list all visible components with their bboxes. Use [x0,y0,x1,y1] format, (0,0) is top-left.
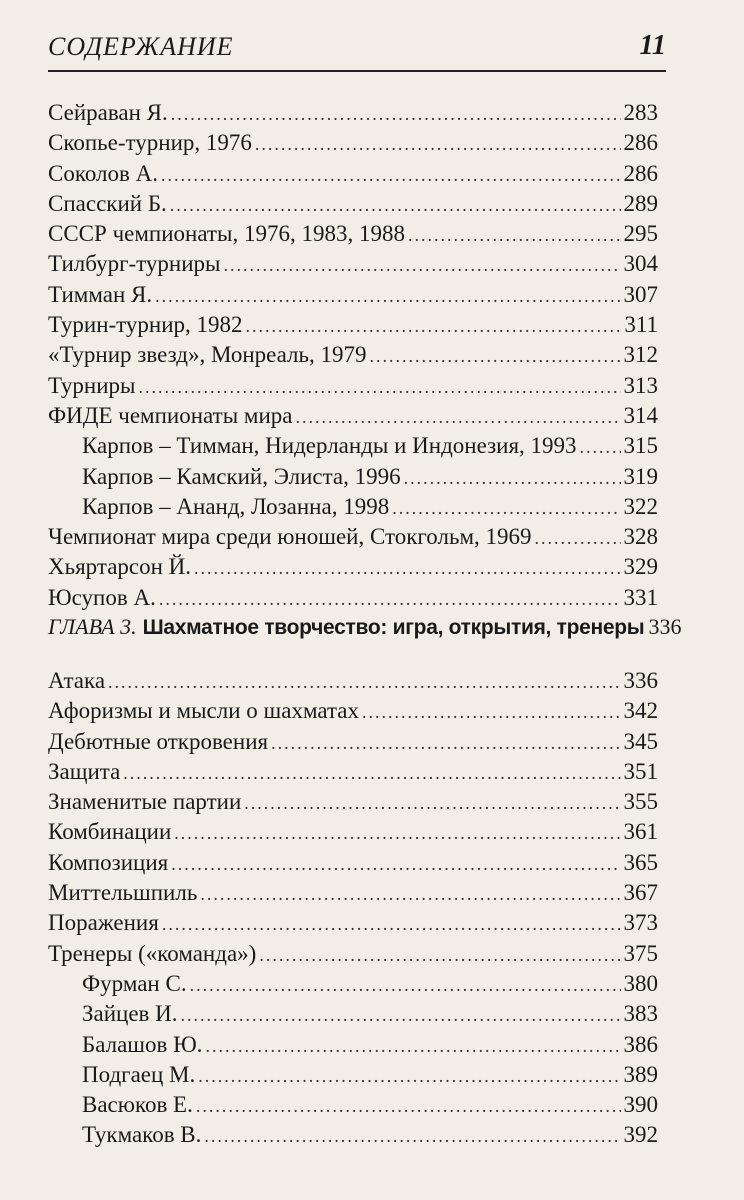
dot-leader [370,341,621,371]
dot-leader [198,1061,620,1091]
chapter-label: ГЛАВА 3. [48,614,137,639]
entry-label: Зайцев И. [82,1001,178,1027]
dot-leader [123,758,620,788]
toc-section-2 [48,666,658,1151]
entry-page: 355 [623,789,658,815]
entry-page: 314 [623,402,658,428]
entry-label: СССР чемпионаты, 1976, 1983, 1988 [48,221,405,247]
dot-leader [181,1000,621,1030]
entry-page: 289 [623,190,658,216]
entry-label: Тренеры («команда») [48,940,257,966]
entry-page: 315 [623,433,658,459]
dot-leader [171,849,620,879]
entry-page: 392 [623,1122,658,1148]
dot-leader [535,523,621,553]
toc-entry [48,696,658,726]
entry-label: Хьяртарсон Й. [48,554,192,580]
toc-entry [48,757,658,787]
entry-page: 311 [624,312,658,338]
toc-entry [48,249,658,279]
toc-section-1 [48,98,658,613]
entry-label: Юсупов А. [48,584,156,610]
entry-label: Тилбург-турниры [48,251,221,277]
toc-entry [48,371,658,401]
toc-entry [48,999,658,1029]
entry-label: Карпов – Тимман, Нидерланды и Индонезия, 1993 [82,433,577,459]
entry-label: Дебютные откровения [48,728,269,754]
dot-leader [194,553,620,583]
entry-label: Атака [48,668,106,693]
toc-entry [48,787,658,817]
entry-page: 351 [623,758,658,784]
toc-entry [48,908,658,938]
entry-label: Фурман С. [82,970,187,996]
dot-leader [171,99,621,129]
dot-leader [138,372,620,402]
toc-entry [48,219,658,249]
toc-entry [48,583,658,613]
entry-label: Подгаец М. [82,1061,196,1087]
entry-page: 307 [623,281,658,307]
entry-label: Сейраван Я. [48,100,168,125]
entry-page: 367 [623,880,658,906]
toc-entry [48,969,658,999]
entry-label: Турниры [48,372,136,398]
entry-page: 386 [623,1031,658,1057]
entry-label: Спасский Б. [48,190,167,216]
entry-label: Скопье-турнир, 1976 [48,130,252,156]
running-title: СОДЕРЖАНИЕ [48,32,234,61]
chapter-heading [48,614,682,640]
entry-label: Турин-турнир, 1982 [48,312,243,338]
dot-leader [196,1091,621,1121]
entry-label: Защита [48,758,121,784]
toc-entry [48,939,658,969]
dot-leader [161,160,621,190]
dot-leader [271,728,620,758]
toc-entry [48,848,658,878]
entry-page: 319 [623,463,658,489]
entry-label: Композиция [48,849,169,875]
entry-label: «Турнир звезд», Монреаль, 1979 [48,342,367,368]
dot-leader [162,909,621,939]
dot-leader [244,788,620,818]
entry-page: 389 [623,1061,658,1087]
dot-leader [174,818,620,848]
entry-label: Васюков Е. [82,1092,193,1118]
toc-entry [48,310,658,340]
toc-entry [48,492,658,522]
entry-page: 328 [623,524,658,550]
entry-page: 390 [623,1092,658,1118]
toc-entry [48,552,658,582]
entry-label: Тимман Я. [48,281,153,307]
entry-label: Знаменитые партии [48,789,242,815]
dot-leader [204,1121,620,1151]
dot-leader [206,1031,621,1061]
entry-page: 373 [623,910,658,936]
dot-leader [255,129,621,159]
toc-entry [48,189,658,219]
entry-page: 295 [623,221,658,247]
toc-entry [48,1120,658,1150]
dot-leader [224,250,621,280]
toc-entry [48,401,658,431]
entry-label: Карпов – Камский, Элиста, 1996 [82,463,401,489]
entry-page: 380 [623,970,658,996]
dot-leader [159,584,621,614]
toc-entry [48,462,658,492]
dot-leader [190,970,621,1000]
entry-label: Чемпионат мира среди юношей, Стокгольм, 1969 [48,524,532,550]
entry-label: Балашов Ю. [82,1031,203,1057]
entry-page: 331 [623,584,658,610]
toc-entry [48,727,658,757]
entry-page: 342 [623,698,658,724]
entry-page: 283 [623,100,658,125]
dot-leader [408,220,621,250]
toc-entry [48,666,658,696]
entry-page: 313 [623,372,658,398]
toc-entry [48,1090,658,1120]
entry-label: Поражения [48,910,159,936]
dot-leader [200,879,620,909]
entry-page: 304 [623,251,658,277]
toc-entry [48,1030,658,1060]
toc-entry [48,280,658,310]
toc-entry [48,159,658,189]
toc-entry [48,878,658,908]
toc-entry [48,522,658,552]
entry-label: Карпов – Ананд, Лозанна, 1998 [82,493,390,519]
entry-label: Миттельшпиль [48,880,198,906]
entry-page: 336 [623,668,658,693]
dot-leader [392,493,620,523]
entry-label: Комбинации [48,819,172,845]
toc-entry [48,340,658,370]
page-number: 11 [639,30,666,61]
entry-page: 383 [623,1001,658,1027]
chapter-page: 336 [648,614,682,639]
entry-label: ФИДЕ чемпионаты мира [48,402,293,428]
chapter-title: Шахматное творчество: игра, открытия, тренеры [142,616,645,639]
entry-label: Афоризмы и мысли о шахматах [48,698,359,724]
toc-entry [48,431,658,461]
dot-leader [155,281,620,311]
entry-page: 329 [623,554,658,580]
dot-leader [259,940,620,970]
toc-entry [48,128,658,158]
toc-entry [48,1060,658,1090]
dot-leader [246,311,622,341]
toc-entry [48,817,658,847]
entry-page: 286 [623,160,658,186]
entry-page: 345 [623,728,658,754]
entry-page: 312 [623,342,658,368]
entry-page: 375 [623,940,658,966]
toc-entry [48,98,658,128]
page-header [48,22,666,72]
entry-page: 322 [623,493,658,519]
dot-leader [580,432,621,462]
dot-leader [404,463,621,493]
dot-leader [295,402,620,432]
dot-leader [170,190,621,220]
entry-page: 365 [623,849,658,875]
entry-page: 286 [623,130,658,156]
entry-page: 361 [623,819,658,845]
dot-leader [108,667,620,697]
entry-label: Тукмаков В. [82,1122,202,1148]
entry-label: Соколов А. [48,160,158,186]
dot-leader [362,697,621,727]
